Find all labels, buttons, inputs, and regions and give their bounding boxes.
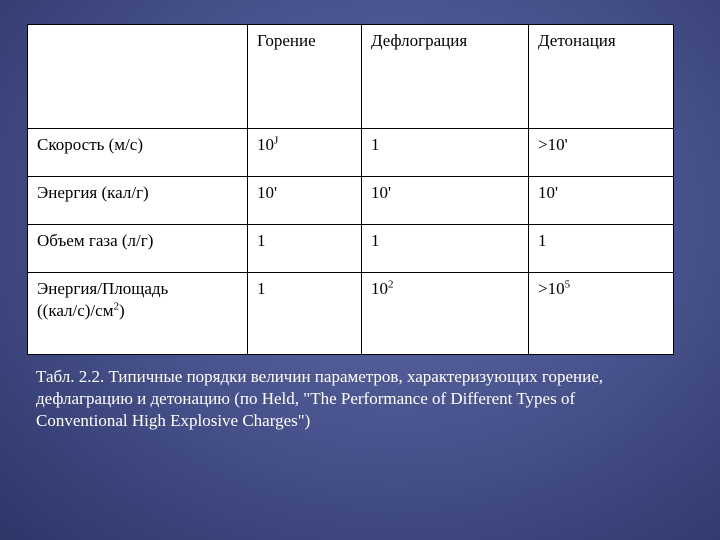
table-row [28,177,674,225]
table-cell: 10' [248,177,362,225]
table-row [28,273,674,355]
row-label: Энергия (кал/г) [28,177,248,225]
table-cell: $10^J$ [248,129,362,177]
table-cell: 1 [362,129,529,177]
table-cell: $>10^5$ [529,273,674,355]
header-cell-combustion: Горение [248,25,362,129]
table-cell: 1 [362,225,529,273]
row-label: Скорость (м/с) [28,129,248,177]
table-cell: $10^2$ [362,273,529,355]
table-row [28,225,674,273]
row-label: Объем газа (л/г) [28,225,248,273]
table-caption: Табл. 2.2. Типичные порядки величин параметров, характеризующих горение, дефлаграцию и детонацию (по Held, "The Performance of Different Types of Conventional High Explosive Charges") [36,367,604,430]
table-cell: 10' [362,177,529,225]
table-cell: >10' [529,129,674,177]
table-cell: 1 [248,225,362,273]
header-row [28,25,674,129]
table-cell: 10' [529,177,674,225]
header-cell-empty [28,25,248,129]
comparison-table [27,24,674,355]
row-label: Энергия/Площадь $((кал/с)/см^2)$ [28,273,248,355]
header-cell-detonation: Детонация [529,25,674,129]
table-cell: 1 [529,225,674,273]
header-cell-deflagration: Дефлограция [362,25,529,129]
comparison-table-container [27,24,673,354]
table-row [28,129,674,177]
table-cell: 1 [248,273,362,355]
